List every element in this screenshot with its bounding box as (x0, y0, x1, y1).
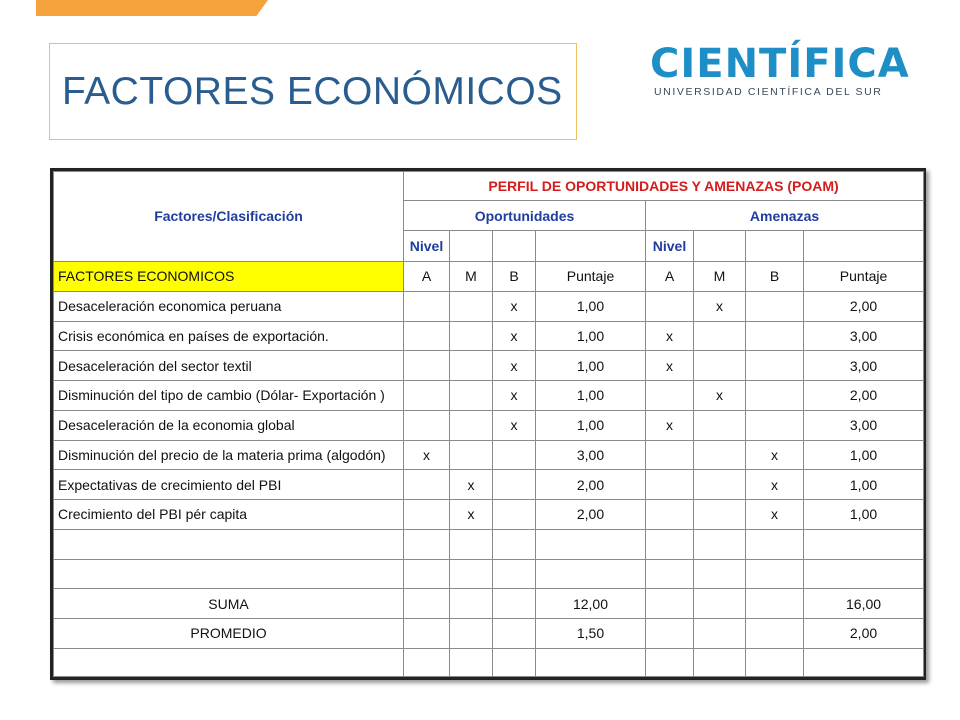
table-cell: x (404, 440, 450, 470)
empty-cell (493, 619, 536, 649)
table-cell (404, 351, 450, 381)
table-cell (404, 470, 450, 500)
table-cell: x (493, 410, 536, 440)
col-header: M (694, 261, 746, 291)
table-cell (450, 321, 493, 351)
table-cell (536, 529, 646, 559)
table-cell: x (694, 291, 746, 321)
table-cell (646, 470, 694, 500)
table-cell: 1,00 (536, 410, 646, 440)
table-cell (746, 381, 804, 411)
table-cell (646, 291, 694, 321)
table-cell: 1,00 (804, 440, 924, 470)
factor-name (54, 529, 404, 559)
empty-cell (694, 619, 746, 649)
table-cell: x (746, 440, 804, 470)
table-cell: 3,00 (804, 321, 924, 351)
table-row (54, 500, 924, 530)
table-cell (404, 559, 450, 589)
table-cell (694, 500, 746, 530)
empty-cell (493, 648, 536, 676)
col-header: A (404, 261, 450, 291)
col-header: B (493, 261, 536, 291)
empty-cell (646, 589, 694, 619)
table-row (54, 321, 924, 351)
table-cell (450, 559, 493, 589)
table-row (54, 291, 924, 321)
table-row (54, 351, 924, 381)
table-cell (404, 410, 450, 440)
table-cell: 3,00 (536, 440, 646, 470)
table-cell (404, 529, 450, 559)
table-cell: 3,00 (804, 351, 924, 381)
empty-cell (493, 589, 536, 619)
empty-cell (536, 231, 646, 261)
empty-cell (646, 648, 694, 676)
table-cell (450, 291, 493, 321)
table-cell: x (450, 500, 493, 530)
table-cell (450, 440, 493, 470)
table-cell (694, 351, 746, 381)
factor-name: Disminución del precio de la materia prima (algodón) (54, 440, 404, 470)
table-cell (404, 321, 450, 351)
orange-accent-bar (36, 0, 268, 16)
avg-threats: 2,00 (804, 619, 924, 649)
table-cell: x (646, 410, 694, 440)
slide-title: FACTORES ECONÓMICOS (62, 70, 563, 113)
table-cell (746, 559, 804, 589)
cientifica-logo (650, 41, 910, 102)
poam-table (53, 171, 924, 677)
table-cell: x (646, 321, 694, 351)
empty-cell (450, 619, 493, 649)
table-cell: 2,00 (536, 500, 646, 530)
table-cell (694, 559, 746, 589)
logo-wordmark: CIENTÍFICA (650, 41, 910, 87)
table-row (54, 529, 924, 559)
table-cell (493, 500, 536, 530)
table-cell (746, 410, 804, 440)
table-cell: 1,00 (536, 321, 646, 351)
empty-cell (646, 619, 694, 649)
table-row (54, 440, 924, 470)
factor-name: Desaceleración de la economia global (54, 410, 404, 440)
sum-threats: 16,00 (804, 589, 924, 619)
empty-cell (54, 648, 404, 676)
table-cell (404, 500, 450, 530)
table-cell: x (694, 381, 746, 411)
table-cell: 1,00 (536, 381, 646, 411)
table-cell (694, 440, 746, 470)
poam-table-container (50, 168, 926, 680)
table-cell: 3,00 (804, 410, 924, 440)
opportunities-level-label: Nivel (404, 231, 450, 261)
table-cell (746, 321, 804, 351)
empty-cell (404, 589, 450, 619)
col-header: Puntaje (804, 261, 924, 291)
table-cell (804, 529, 924, 559)
table-cell: x (746, 470, 804, 500)
table-cell (746, 529, 804, 559)
title-box (49, 43, 577, 140)
empty-cell (450, 231, 493, 261)
table-cell: 1,00 (804, 500, 924, 530)
table-cell (450, 410, 493, 440)
empty-cell (746, 231, 804, 261)
table-cell: 1,00 (536, 351, 646, 381)
table-cell (646, 500, 694, 530)
empty-cell (404, 648, 450, 676)
threats-level-label: Nivel (646, 231, 694, 261)
table-cell (450, 351, 493, 381)
col-header: M (450, 261, 493, 291)
empty-cell (746, 619, 804, 649)
table-cell (493, 470, 536, 500)
empty-cell (450, 648, 493, 676)
table-cell (450, 381, 493, 411)
col-header: Puntaje (536, 261, 646, 291)
sum-row (54, 589, 924, 619)
table-row (54, 559, 924, 589)
table-cell: x (493, 321, 536, 351)
table-cell (493, 559, 536, 589)
avg-label: PROMEDIO (54, 619, 404, 649)
table-cell (646, 529, 694, 559)
empty-cell (746, 648, 804, 676)
table-cell (646, 381, 694, 411)
opportunities-header: Oportunidades (404, 201, 646, 231)
table-cell: 2,00 (536, 470, 646, 500)
empty-cell (746, 589, 804, 619)
table-cell: x (746, 500, 804, 530)
sum-opportunities: 12,00 (536, 589, 646, 619)
factor-name: Expectativas de crecimiento del PBI (54, 470, 404, 500)
factors-classification-header: Factores/Clasificación (54, 172, 404, 262)
table-cell (746, 291, 804, 321)
table-cell (404, 381, 450, 411)
table-cell (694, 410, 746, 440)
empty-cell (804, 648, 924, 676)
table-cell: x (493, 291, 536, 321)
table-cell (493, 440, 536, 470)
empty-cell (536, 648, 646, 676)
threats-header: Amenazas (646, 201, 924, 231)
logo-subtitle: UNIVERSIDAD CIENTÍFICA DEL SUR (654, 86, 883, 98)
avg-opportunities: 1,50 (536, 619, 646, 649)
empty-cell (694, 648, 746, 676)
table-cell: 2,00 (804, 381, 924, 411)
table-cell (450, 529, 493, 559)
col-header: B (746, 261, 804, 291)
table-row (54, 470, 924, 500)
avg-row (54, 619, 924, 649)
table-row (54, 381, 924, 411)
table-cell (646, 559, 694, 589)
table-cell: x (493, 351, 536, 381)
empty-cell (694, 231, 746, 261)
factor-name: Disminución del tipo de cambio (Dólar- Exportación ) (54, 381, 404, 411)
empty-cell (493, 231, 536, 261)
factor-name: Crisis económica en países de exportación. (54, 321, 404, 351)
table-cell (804, 559, 924, 589)
table-cell (493, 529, 536, 559)
table-cell (694, 529, 746, 559)
table-cell: 1,00 (804, 470, 924, 500)
factor-name: Crecimiento del PBI pér capita (54, 500, 404, 530)
empty-cell (450, 589, 493, 619)
table-cell (536, 559, 646, 589)
factor-name: Desaceleración economica peruana (54, 291, 404, 321)
table-cell: x (646, 351, 694, 381)
table-cell (746, 351, 804, 381)
table-cell (694, 321, 746, 351)
empty-cell (694, 589, 746, 619)
poam-header: PERFIL DE OPORTUNIDADES Y AMENAZAS (POAM) (404, 172, 924, 201)
table-cell (404, 291, 450, 321)
table-cell (646, 440, 694, 470)
sum-label: SUMA (54, 589, 404, 619)
col-header: A (646, 261, 694, 291)
empty-cell (404, 619, 450, 649)
factor-name (54, 559, 404, 589)
section-label: FACTORES ECONOMICOS (54, 261, 404, 291)
table-cell: 1,00 (536, 291, 646, 321)
table-cell: x (450, 470, 493, 500)
table-row (54, 648, 924, 676)
table-cell (694, 470, 746, 500)
empty-cell (804, 231, 924, 261)
table-row (54, 410, 924, 440)
factor-name: Desaceleración del sector textil (54, 351, 404, 381)
table-cell: x (493, 381, 536, 411)
table-cell: 2,00 (804, 291, 924, 321)
